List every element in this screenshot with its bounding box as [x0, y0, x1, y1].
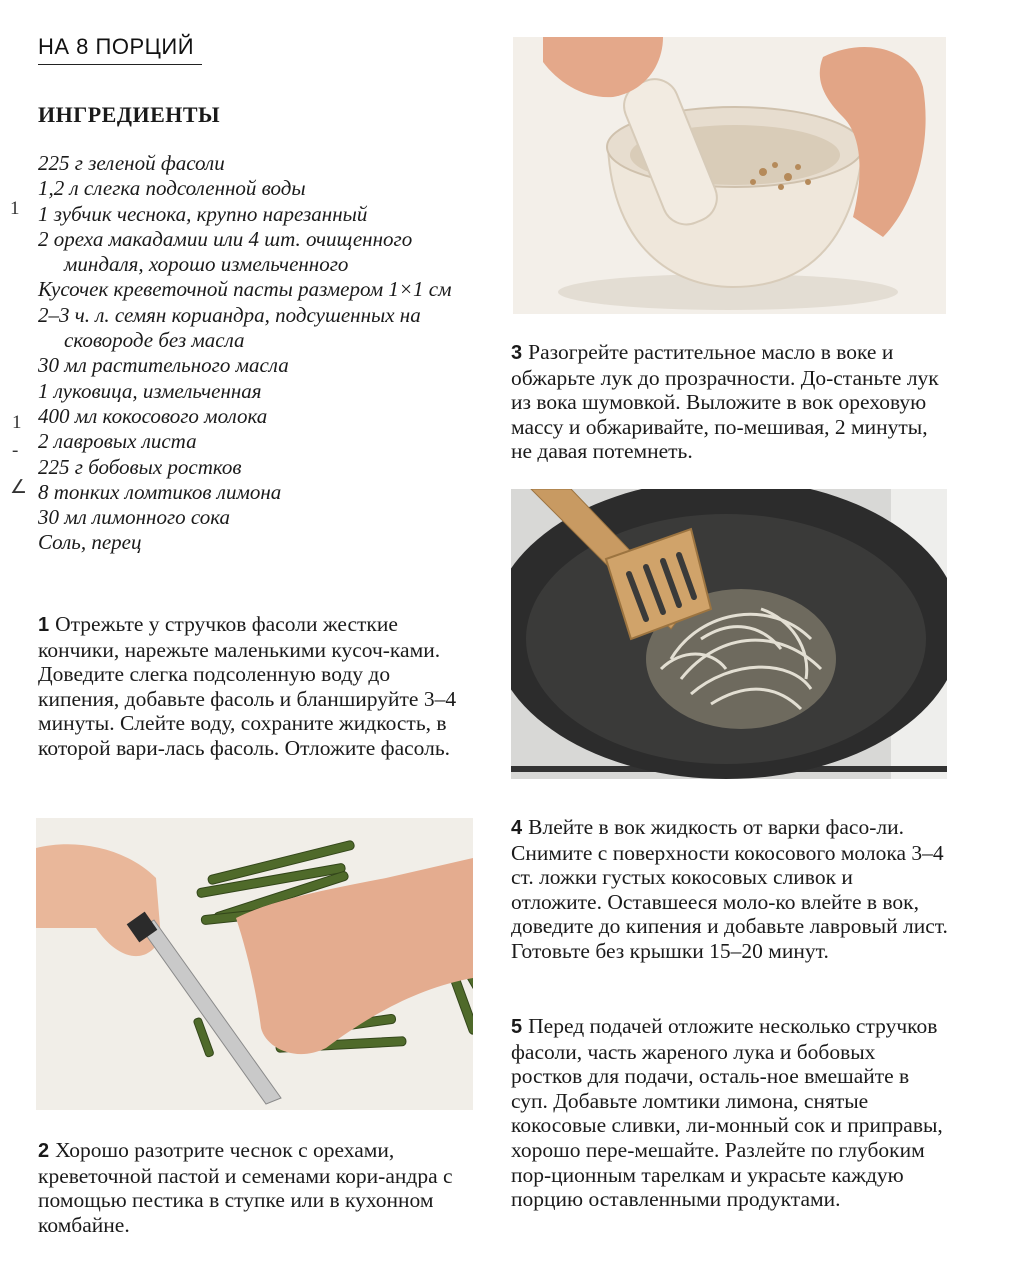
ingredient-item: 1,2 л слегка подсоленной воды — [38, 176, 306, 201]
margin-mark: 1 — [10, 198, 20, 219]
step-3 — [511, 340, 949, 464]
ingredient-item: 1 зубчик чеснока, крупно нарезанный — [38, 201, 368, 226]
ingredient-item: 30 мл лимонного сока — [38, 505, 230, 530]
ingredient-item: 2 лавровых листа — [38, 429, 197, 454]
step-number: 3 — [511, 342, 523, 364]
margin-mark: 1 — [12, 412, 22, 433]
mortar-pestle-photo — [513, 37, 946, 314]
step-number: 2 — [38, 1140, 50, 1162]
ingredients-list — [38, 151, 488, 556]
ingredient-item: 2 ореха макадамии или 4 шт. очищенного миндаля, хорошо измельченного — [38, 226, 413, 277]
ingredient-item: Соль, перец — [38, 530, 142, 555]
servings-heading: НА 8 ПОРЦИЙ — [38, 34, 202, 65]
step-number: 1 — [38, 614, 50, 636]
ingredient-item: 225 г зеленой фасоли — [38, 151, 225, 175]
ingredient-item: 2–3 ч. л. семян кориандра, подсушенных на сковороде без масла — [38, 302, 421, 353]
cutting-beans-photo — [36, 818, 473, 1110]
ingredient-item: 1 луковица, измельченная — [38, 378, 262, 403]
step-4 — [511, 815, 949, 964]
ingredient-item: 400 мл кокосового молока — [38, 403, 268, 428]
margin-mark: ∠ — [10, 477, 28, 498]
step-number: 5 — [511, 1016, 523, 1038]
wok-onions-photo — [511, 489, 947, 779]
ingredient-item: 225 г бобовых ростков — [38, 454, 242, 479]
step-2 — [38, 1138, 468, 1237]
step-5 — [511, 1014, 949, 1212]
step-text: Отрежьте у стручков фасоли жесткие кончики, нарежьте маленькими кусоч-ками. Доведите слегка подсоленную воду до кипения, добавьте фасоль и бланшируйте 3–4 минуты. Слейте воду, сохраните жидкость, в которой вари-лась фасоль. Отложите фасоль. — [38, 612, 457, 760]
step-1 — [38, 612, 468, 761]
margin-mark: - — [12, 440, 19, 461]
step-text: Влейте в вок жидкость от варки фасо-ли. Снимите с поверхности кокосового молока 3–4 ст. ложки густых кокосовых сливок и отложите. Оставшееся моло-ко влейте в вок, доведите до кипения и добавьте лавровый лист. Готовьте без крышки 15–20 минут. — [511, 815, 948, 963]
step-text: Перед подачей отложите несколько стручков фасоли, часть жареного лука и бобовых ростков для подачи, осталь-ное вмешайте в суп. Добавьте ломтики лимона, снятые кокосовые сливки, ли-монный сок и приправы, хорошо пере-мешайте. Разлейте по глубоким пор-ционным тарелкам и украсьте каждую порцию оставленными продуктами. — [511, 1014, 943, 1212]
step-number: 4 — [511, 817, 523, 839]
ingredient-item: 8 тонких ломтиков лимона — [38, 479, 282, 504]
ingredients-title: ИНГРЕДИЕНТЫ — [38, 102, 221, 127]
step-text: Хорошо разотрите чеснок с орехами, креветочной пастой и семенами кори-андра с помощью пестика в ступке или в кухонном комбайне. — [38, 1138, 453, 1237]
ingredient-item: Кусочек креветочной пасты размером 1×1 см — [38, 277, 452, 302]
ingredient-item: 30 мл растительного масла — [38, 353, 289, 378]
step-text: Разогрейте растительное масло в воке и обжарьте лук до прозрачности. До-станьте лук из вока шумовкой. Выложите в вок ореховую массу и обжаривайте, по-мешивая, 2 минуты, не давая потемнеть. — [511, 340, 939, 464]
